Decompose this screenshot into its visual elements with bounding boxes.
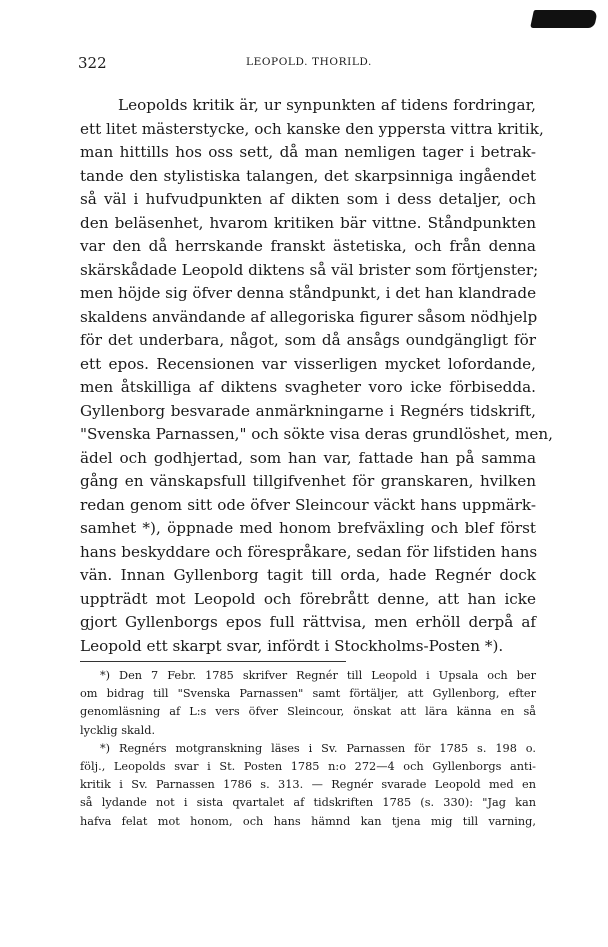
text-line: men åtskilliga af diktens svagheter voro icke förbisedda. [80,378,536,396]
text-line: ett epos. Recensionen var visserligen mycket lofordande, [80,354,536,373]
page-header [78,54,528,74]
text-line: samhet *), öppnade med honom brefväxling och blef först [80,519,536,537]
footnote-line: *) Den 7 Febr. 1785 skrifver Regnér till Leopold i Upsala och ber [100,669,536,682]
text-line: Gyllenborg besvarade anmärkningarne i Regnérs tidskrift, [80,401,536,420]
text-line: redan genom sitt ode öfver Sleincour väckt hans uppmärk- [80,495,536,514]
text-line: uppträdt mot Leopold och förebrått denne, att han icke [80,589,536,608]
text-line: hans beskyddare och förespråkare, sedan för lifstiden hans [80,542,538,561]
text-line: man hittills hos oss sett, då man nemligen tager i betrak- [80,143,536,161]
text-line: gång en vänskapsfull tillgifvenhet för granskaren, hvilken [80,472,536,490]
text-line: Leopolds kritik är, ur synpunkten af tidens fordringar, [118,96,536,114]
text-line: Leopold ett skarpt svar, infördt i Stockholms-Posten *). [80,636,504,655]
footnote-line: lycklig skald. [80,723,156,737]
text-line: ädel och godhjertad, som han var, fattade han på samma [80,448,536,467]
running-head: LEOPOLD. THORILD. [246,56,372,68]
text-line: var den då herrskande franskt ästetiska, och från denna [80,237,536,255]
footnote-line: så lydande not i sista qvartalet af tidskriften 1785 (s. 330): "Jag kan [80,796,536,810]
text-line: skaldens användande af allegoriska figurer såsom nödhjelp [80,307,538,326]
footnote-divider [80,661,346,662]
footnote-line: om bidrag till "Svenska Parnassen" samt förtäljer, att Gyllenborg, efter [80,687,536,701]
text-line: skärskådade Leopold diktens så väl brister som förtjenster; [80,260,539,279]
main-text [80,94,553,658]
text-line: tande den stylistiska talangen, det skarpsinniga ingåendet [80,166,536,185]
footnote-line: följ., Leopolds svar i St. Posten 1785 n:o 272—4 och Gyllenborgs anti- [80,759,536,773]
footnote-line: kritik i Sv. Parnassen 1786 s. 313. — Regnér svarade Leopold med en [80,778,536,792]
ink-smudge [530,10,598,28]
text-line: så väl i hufvudpunkten af dikten som i dess detaljer, och [80,190,536,208]
page-number: 322 [78,54,107,72]
text-line: men höjde sig öfver denna ståndpunkt, i det han klandrade [80,284,537,302]
text-line: den beläsenhet, hvarom kritiken bär vittne. Ståndpunkten [80,213,536,232]
footnote-line: hafva felat mot honom, och hans hämnd kan tjena mig till varning, [80,814,536,828]
footnotes [80,667,536,831]
text-line: "Svenska Parnassen," och sökte visa deras grundlöshet, men, [80,425,553,443]
footnote-line: *) Regnérs motgranskning läses i Sv. Parnassen för 1785 s. 198 o. [100,741,536,755]
text-line: gjort Gyllenborgs epos full rättvisa, men erhöll derpå af [80,613,536,631]
text-line: för det underbara, något, som då ansågs oundgängligt för [80,331,536,349]
footnote-line: genomläsning af L:s vers öfver Sleincour, önskat att lära känna en så [80,705,536,719]
text-line: ett litet mästerstycke, och kanske den yppersta vittra kritik, [80,119,544,138]
text-line: vän. Innan Gyllenborg tagit till orda, hade Regnér dock [80,566,536,584]
